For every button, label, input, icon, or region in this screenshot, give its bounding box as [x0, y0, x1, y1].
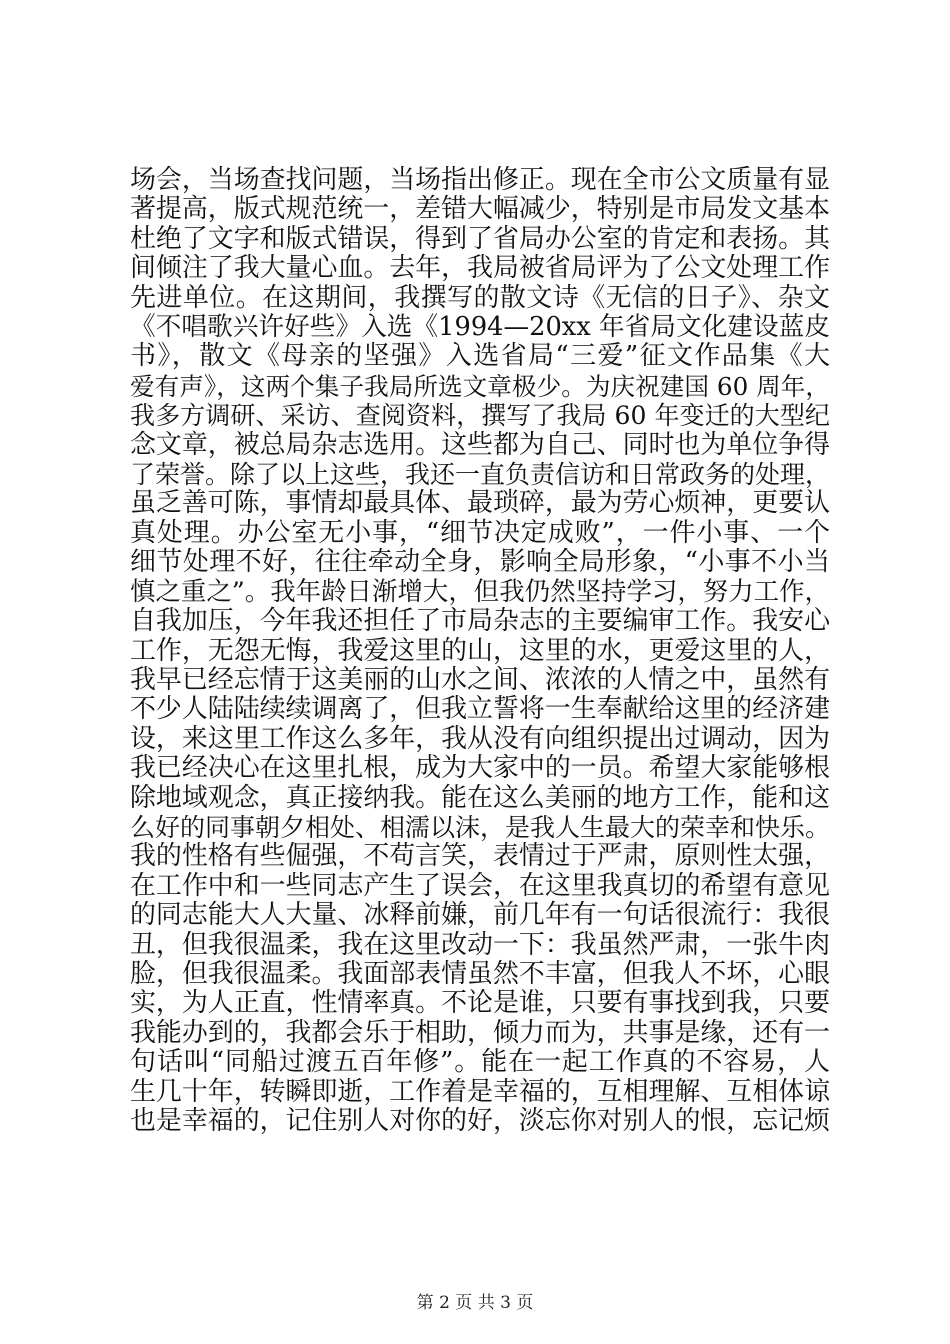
- text-line: 么好的同事朝夕相处、相濡以沫，是我人生最大的荣幸和快乐。: [130, 812, 831, 842]
- text-line: 生几十年，转瞬即逝，工作着是幸福的，互相理解、互相体谅: [130, 1076, 830, 1107]
- text-line: 实，为人正直，性情率真。不论是谁，只要有事找到我，只要: [130, 988, 830, 1019]
- text-line: 丑，但我很温柔，我在这里改动一下：我虽然严肃，一张牛肉: [130, 929, 830, 960]
- text-line: 句话叫“同船过渡五百年修”。能在一起工作真的不容易，人: [130, 1047, 830, 1078]
- text-line: 虽乏善可陈，事情却最具体、最琐碎，最为劳心烦神，更要认: [130, 488, 830, 519]
- text-line: 间倾注了我大量心血。去年，我局被省局评为了公文处理工作: [130, 253, 830, 284]
- text-line: 书》，散文《母亲的坚强》入选省局“三爱”征文作品集《大: [130, 341, 830, 372]
- text-line: 工作，无怨无悔，我爱这里的山，这里的水，更爱这里的人，: [130, 635, 830, 666]
- text-line: 我已经决心在这里扎根，成为大家中的一员。希望大家能够根: [130, 753, 830, 784]
- text-line: 我的性格有些倔强，不苟言笑，表情过于严肃，原则性太强，: [130, 841, 830, 872]
- text-line: 的同志能大人大量、冰释前嫌，前几年有一句话很流行：我很: [130, 900, 830, 931]
- text-line: 在工作中和一些同志产生了误会，在这里我真切的希望有意见: [130, 870, 830, 901]
- text-line: 先进单位。在这期间，我撰写的散文诗《无信的日子》、杂文: [130, 282, 830, 313]
- text-line: 《不唱歌兴许好些》入选《1994—20xx 年省局文化建设蓝皮: [130, 312, 830, 343]
- text-line: 著提高，版式规范统一，差错大幅减少，特别是市局发文基本: [130, 194, 830, 225]
- text-line: 我早已经忘情于这美丽的山水之间、浓浓的人情之中，虽然有: [130, 664, 830, 695]
- text-line: 慎之重之”。我年龄日渐增大，但我仍然坚持学习，努力工作，: [130, 576, 830, 607]
- text-line: 了荣誉。除了以上这些，我还一直负责信访和日常政务的处理，: [130, 460, 831, 490]
- text-line: 场会，当场查找问题，当场指出修正。现在全市公文质量有显: [130, 165, 830, 195]
- text-line: 也是幸福的，记住别人对你的好，淡忘你对别人的恨，忘记烦: [130, 1106, 830, 1136]
- body-text: [130, 166, 830, 1136]
- text-line: 设，来这里工作这么多年，我从没有向组织提出过调动，因为: [130, 723, 830, 754]
- text-line: 杜绝了文字和版式错误，得到了省局办公室的肯定和表扬。其: [130, 223, 830, 254]
- text-line: 自我加压，今年我还担任了市局杂志的主要编审工作。我安心: [130, 606, 830, 637]
- text-line: 念文章，被总局杂志选用。这些都为自己、同时也为单位争得: [130, 429, 830, 460]
- text-line: 细节处理不好，往往牵动全身，影响全局形象，“小事不小当: [130, 547, 830, 578]
- text-line: 我能办到的，我都会乐于相助，倾力而为，共事是缘，还有一: [130, 1017, 830, 1048]
- text-line: 不少人陆陆续续调离了，但我立誓将一生奉献给这里的经济建: [130, 694, 830, 725]
- text-line: 脸，但我很温柔。我面部表情虽然不丰富，但我人不坏，心眼: [130, 958, 830, 989]
- text-line: 真处理。办公室无小事，“细节决定成败”，一件小事、一个: [130, 517, 830, 548]
- text-line: 我多方调研、采访、查阅资料，撰写了我局 60 年变迁的大型纪: [130, 401, 830, 431]
- text-line: 除地域观念，真正接纳我。能在这么美丽的地方工作，能和这: [130, 782, 830, 813]
- page-footer: 第 2 页 共 3 页: [416, 1293, 534, 1313]
- text-line: 爱有声》，这两个集子我局所选文章极少。为庆祝建国 60 周年，: [130, 371, 830, 401]
